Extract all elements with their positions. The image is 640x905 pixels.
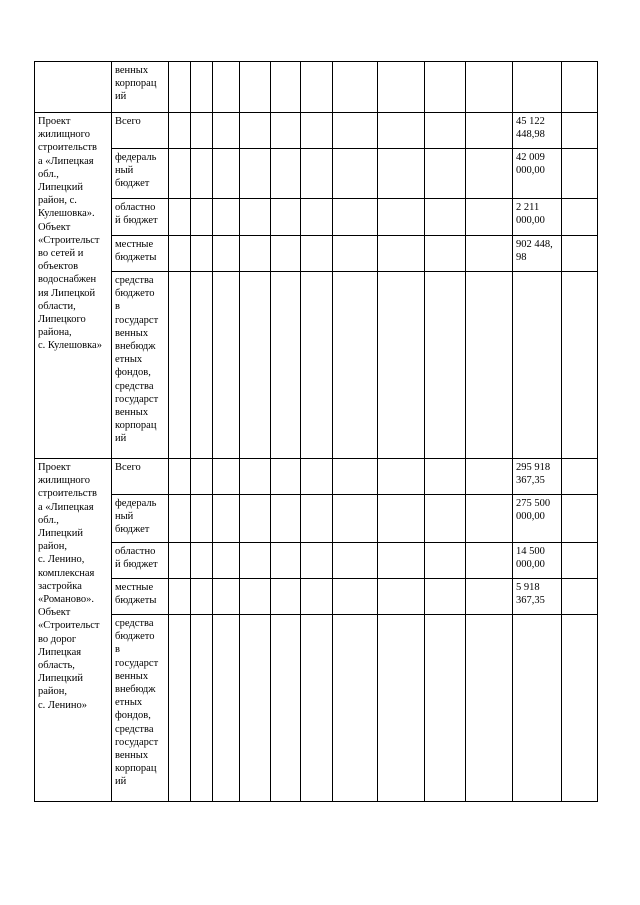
amount-cell: 902 448, 98 xyxy=(513,236,562,272)
amount-cell: 275 500 000,00 xyxy=(513,495,562,543)
amount-cell: 295 918 367,35 xyxy=(513,459,562,495)
empty-cell xyxy=(466,149,513,199)
table-row xyxy=(35,615,598,802)
empty-cell xyxy=(562,459,598,495)
empty-cell xyxy=(562,579,598,615)
empty-cell xyxy=(191,236,213,272)
amount-cell: 42 009 000,00 xyxy=(513,149,562,199)
empty-cell xyxy=(562,149,598,199)
project-name-cell xyxy=(35,62,112,113)
empty-cell xyxy=(271,272,301,459)
empty-cell xyxy=(301,495,333,543)
empty-cell xyxy=(213,459,240,495)
table-row xyxy=(35,199,598,236)
empty-cell xyxy=(271,495,301,543)
empty-cell xyxy=(169,543,191,579)
empty-cell xyxy=(271,236,301,272)
empty-cell xyxy=(378,579,425,615)
empty-cell xyxy=(562,113,598,149)
empty-cell xyxy=(333,199,378,236)
empty-cell xyxy=(333,62,378,113)
empty-cell xyxy=(425,459,466,495)
empty-cell xyxy=(333,236,378,272)
table-row xyxy=(35,495,598,543)
empty-cell xyxy=(169,199,191,236)
empty-cell xyxy=(333,579,378,615)
funding-type-cell: местные бюджеты xyxy=(112,236,169,272)
empty-cell xyxy=(213,149,240,199)
empty-cell xyxy=(378,149,425,199)
empty-cell xyxy=(191,579,213,615)
empty-cell xyxy=(271,615,301,802)
empty-cell xyxy=(271,543,301,579)
empty-cell xyxy=(191,199,213,236)
empty-cell xyxy=(378,272,425,459)
empty-cell xyxy=(213,236,240,272)
empty-cell xyxy=(301,579,333,615)
empty-cell xyxy=(301,272,333,459)
table-row xyxy=(35,236,598,272)
empty-cell xyxy=(562,615,598,802)
empty-cell xyxy=(213,272,240,459)
empty-cell xyxy=(169,615,191,802)
empty-cell xyxy=(240,62,271,113)
empty-cell xyxy=(240,149,271,199)
amount-cell: 2 211 000,00 xyxy=(513,199,562,236)
empty-cell xyxy=(213,495,240,543)
empty-cell xyxy=(169,236,191,272)
funding-type-cell: областно й бюджет xyxy=(112,543,169,579)
table-row xyxy=(35,113,598,149)
empty-cell xyxy=(169,272,191,459)
empty-cell xyxy=(466,199,513,236)
project-name-cell: Проект жилищного строительств а «Липецкая обл., Липецкий район, с. Кулешовка». Объект «Строительст во сетей и объектов водоснабжен ия Липецкой области, Липецкого района, с. Кулешовка» xyxy=(35,113,112,459)
table-row xyxy=(35,459,598,495)
empty-cell xyxy=(301,149,333,199)
empty-cell xyxy=(271,149,301,199)
empty-cell xyxy=(240,459,271,495)
empty-cell xyxy=(191,615,213,802)
empty-cell xyxy=(191,149,213,199)
table-row xyxy=(35,543,598,579)
empty-cell xyxy=(169,495,191,543)
empty-cell xyxy=(378,199,425,236)
empty-cell xyxy=(333,495,378,543)
empty-cell xyxy=(169,149,191,199)
empty-cell xyxy=(562,543,598,579)
empty-cell xyxy=(301,113,333,149)
empty-cell xyxy=(191,495,213,543)
empty-cell xyxy=(466,579,513,615)
empty-cell xyxy=(333,149,378,199)
funding-type-cell: местные бюджеты xyxy=(112,579,169,615)
empty-cell xyxy=(213,113,240,149)
empty-cell xyxy=(378,495,425,543)
funding-type-cell: средства бюджето в государст венных внебюдж етных фондов, средства государст венных корпорац ий xyxy=(112,272,169,459)
amount-cell xyxy=(513,615,562,802)
empty-cell xyxy=(562,62,598,113)
empty-cell xyxy=(191,543,213,579)
funding-type-cell: Всего xyxy=(112,113,169,149)
empty-cell xyxy=(425,579,466,615)
empty-cell xyxy=(271,579,301,615)
empty-cell xyxy=(213,199,240,236)
empty-cell xyxy=(562,272,598,459)
table-row xyxy=(35,149,598,199)
empty-cell xyxy=(378,615,425,802)
empty-cell xyxy=(425,543,466,579)
empty-cell xyxy=(333,113,378,149)
empty-cell xyxy=(425,495,466,543)
empty-cell xyxy=(333,459,378,495)
table-row xyxy=(35,62,598,113)
empty-cell xyxy=(169,62,191,113)
empty-cell xyxy=(378,459,425,495)
empty-cell xyxy=(169,579,191,615)
empty-cell xyxy=(301,236,333,272)
empty-cell xyxy=(301,459,333,495)
funding-type-cell: венных корпорац ий xyxy=(112,62,169,113)
empty-cell xyxy=(466,272,513,459)
empty-cell xyxy=(213,62,240,113)
empty-cell xyxy=(466,236,513,272)
empty-cell xyxy=(301,615,333,802)
empty-cell xyxy=(240,579,271,615)
empty-cell xyxy=(378,236,425,272)
empty-cell xyxy=(466,615,513,802)
empty-cell xyxy=(240,236,271,272)
empty-cell xyxy=(271,113,301,149)
amount-cell xyxy=(513,62,562,113)
empty-cell xyxy=(240,543,271,579)
empty-cell xyxy=(240,615,271,802)
table-row xyxy=(35,272,598,459)
project-name-cell: Проект жилищного строительств а «Липецкая обл., Липецкий район, с. Ленино, комплексная застройка «Романово». Объект «Строительст во дорог Липецкая область, Липецкий район, с. Ленино» xyxy=(35,459,112,802)
empty-cell xyxy=(301,199,333,236)
empty-cell xyxy=(562,495,598,543)
empty-cell xyxy=(333,272,378,459)
empty-cell xyxy=(466,543,513,579)
empty-cell xyxy=(466,113,513,149)
empty-cell xyxy=(191,272,213,459)
empty-cell xyxy=(213,579,240,615)
empty-cell xyxy=(378,543,425,579)
empty-cell xyxy=(240,113,271,149)
empty-cell xyxy=(271,459,301,495)
empty-cell xyxy=(562,236,598,272)
empty-cell xyxy=(271,199,301,236)
funding-type-cell: федераль ный бюджет xyxy=(112,149,169,199)
budget-table xyxy=(34,61,598,802)
empty-cell xyxy=(169,113,191,149)
empty-cell xyxy=(562,199,598,236)
empty-cell xyxy=(425,149,466,199)
empty-cell xyxy=(240,199,271,236)
amount-cell: 14 500 000,00 xyxy=(513,543,562,579)
funding-type-cell: федераль ный бюджет xyxy=(112,495,169,543)
empty-cell xyxy=(301,62,333,113)
empty-cell xyxy=(333,543,378,579)
empty-cell xyxy=(425,236,466,272)
empty-cell xyxy=(378,113,425,149)
empty-cell xyxy=(271,62,301,113)
empty-cell xyxy=(213,615,240,802)
table-row xyxy=(35,579,598,615)
empty-cell xyxy=(240,495,271,543)
amount-cell: 5 918 367,35 xyxy=(513,579,562,615)
empty-cell xyxy=(425,113,466,149)
empty-cell xyxy=(301,543,333,579)
funding-type-cell: Всего xyxy=(112,459,169,495)
empty-cell xyxy=(191,113,213,149)
empty-cell xyxy=(240,272,271,459)
empty-cell xyxy=(425,62,466,113)
funding-type-cell: средства бюджето в государст венных внебюдж етных фондов, средства государст венных корпорац ий xyxy=(112,615,169,802)
funding-type-cell: областно й бюджет xyxy=(112,199,169,236)
empty-cell xyxy=(466,495,513,543)
empty-cell xyxy=(466,459,513,495)
empty-cell xyxy=(378,62,425,113)
empty-cell xyxy=(425,615,466,802)
empty-cell xyxy=(213,543,240,579)
empty-cell xyxy=(425,272,466,459)
amount-cell: 45 122 448,98 xyxy=(513,113,562,149)
empty-cell xyxy=(191,459,213,495)
empty-cell xyxy=(425,199,466,236)
empty-cell xyxy=(466,62,513,113)
amount-cell xyxy=(513,272,562,459)
empty-cell xyxy=(333,615,378,802)
empty-cell xyxy=(191,62,213,113)
empty-cell xyxy=(169,459,191,495)
